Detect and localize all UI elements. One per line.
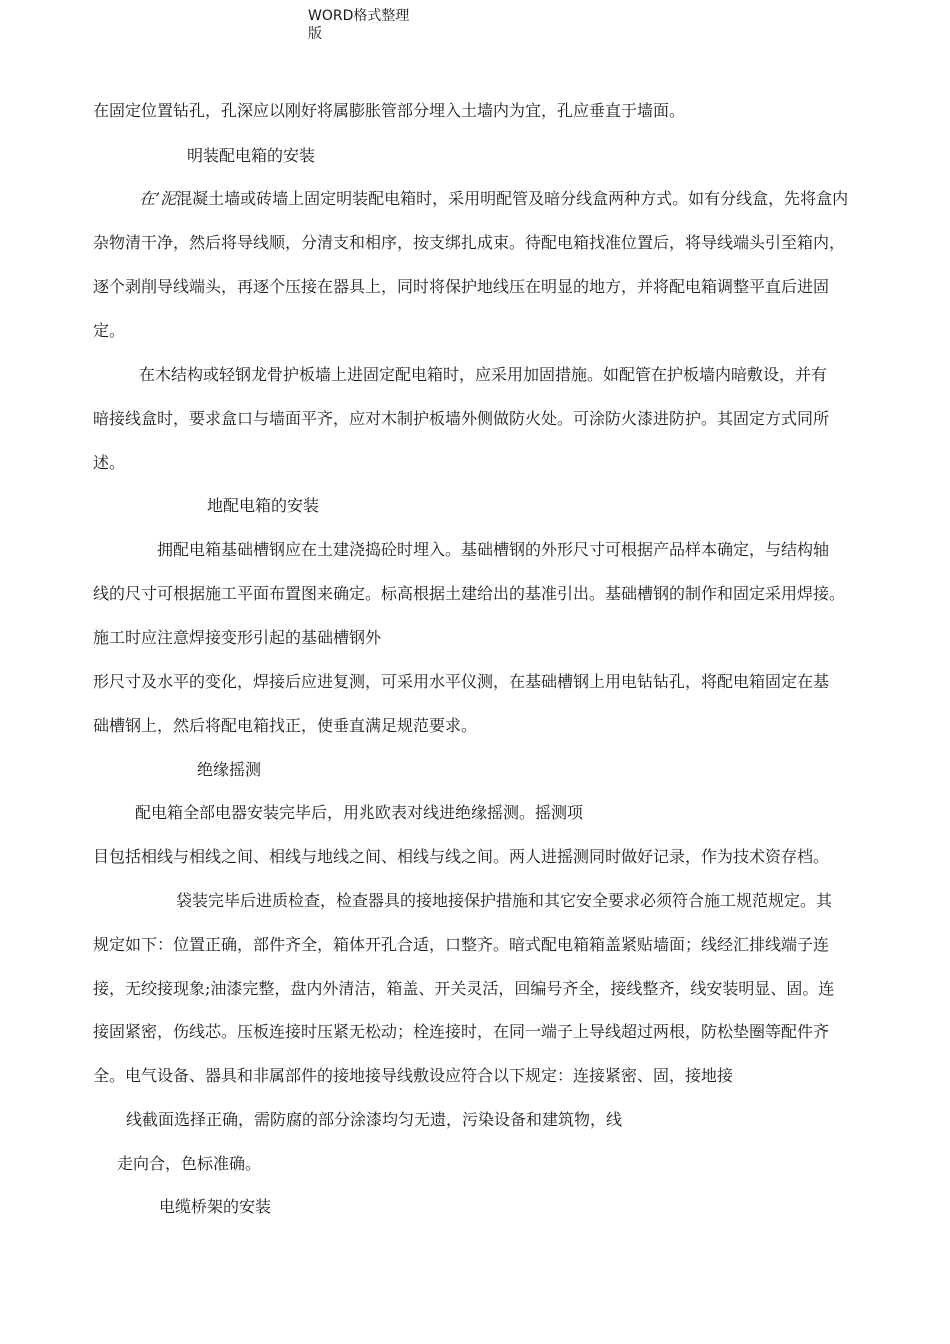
paragraph-line: 在固定位置钻孔，孔深应以刚好将属膨胀管部分埋入土墙内为宜，孔应垂直于墙面。	[93, 101, 686, 120]
paragraph-line: 规定如下：位置正确，部件齐全，箱体开孔合适，口整齐。暗式配电箱箱盖紧贴墙面；线经汇排线端子连	[93, 935, 830, 954]
paragraph-line: 逐个剥削导线端头，再逐个压接在器具上，同时将保护地线压在明显的地方，并将配电箱调整平直后进固	[93, 277, 830, 296]
paragraph-line: 线的尺寸可根据施工平面布置图来确定。标高根据土建给出的基准引出。基础槽钢的制作和固定采用焊接。	[93, 584, 846, 603]
section-heading: 绝缘摇测	[197, 760, 262, 779]
paragraph-line: 在’泥混凝土墙或砖墙上固定明装配电箱时，采用明配管及暗分线盒两种方式。如有分线盒，先将盒内	[139, 189, 849, 208]
paragraph-line: 接固紧密，伤线芯。压板连接时压紧无松动；栓连接时，在同一端子上导线超过两根，防松垫圈等配件齐	[93, 1022, 830, 1041]
section-heading: 电缆桥架的安装	[159, 1197, 272, 1216]
paragraph-line: 拥配电箱基础槽钢应在土建浇捣砼时埋入。基础槽钢的外形尺寸可根据产品样本确定，与结构轴	[157, 540, 830, 559]
paragraph-line: 暗接线盒时，要求盒口与墙面平齐，应对木制护板墙外侧做防火处。可涂防火漆进防护。其固定方式同所	[93, 409, 830, 428]
section-heading: 地配电箱的安装	[207, 496, 320, 515]
paragraph-line: 形尺寸及水平的变化，焊接后应进复测，可采用水平仪测，在基础槽钢上用电钻钻孔，将配电箱固定在基	[93, 672, 830, 691]
paragraph-line: 配电箱全部电器安装完毕后，用兆欧表对线进绝缘摇测。摇测项	[135, 803, 584, 822]
paragraph-line: 施工时应注意焊接变形引起的基础槽钢外	[93, 628, 382, 647]
paragraph-line: 接，无绞接现象;油漆完整，盘内外清洁，箱盖、开关灵活，回编号齐全，接线整齐，线安装明显、固。连	[93, 979, 835, 998]
paragraph-line: 杂物清干净，然后将导线顺，分清支和相序，按支绑扎成束。待配电箱找准位置后，将导线端头引至箱内，	[93, 233, 846, 252]
section-heading: 明装配电箱的安装	[187, 146, 316, 165]
header-subtitle: 版	[308, 26, 322, 42]
paragraph-line: 目包括相线与相线之间、相线与地线之间、相线与线之间。两人进摇测同时做好记录，作为技术资存档。	[93, 847, 830, 866]
paragraph-line: 定。	[93, 321, 126, 340]
header-title: WORD格式整理	[308, 8, 410, 24]
paragraph-line: 全。电气设备、器具和非属部件的接地接导线敷设应符合以下规定：连接紧密、固，接地接	[93, 1066, 734, 1085]
paragraph-line: 在木结构或轻钢龙骨护板墙上进固定配电箱时，应采用加固措施。如配管在护板墙内暗敷设，并有	[139, 365, 828, 384]
italic-prefix: 在’泥	[139, 189, 177, 208]
paragraph-line: 述。	[93, 453, 126, 472]
paragraph-line: 袋装完毕后进质检查，检查器具的接地接保护措施和其它安全要求必须符合施工规范规定。其	[176, 891, 833, 910]
paragraph-line: 线截面选择正确，需防腐的部分涂漆均匀无遗，污染设备和建筑物，线	[126, 1110, 623, 1129]
paragraph-line: 础槽钢上，然后将配电箱找正，使垂直满足规范要求。	[93, 716, 478, 735]
paragraph-line: 走向合，色标准确。	[117, 1154, 262, 1173]
